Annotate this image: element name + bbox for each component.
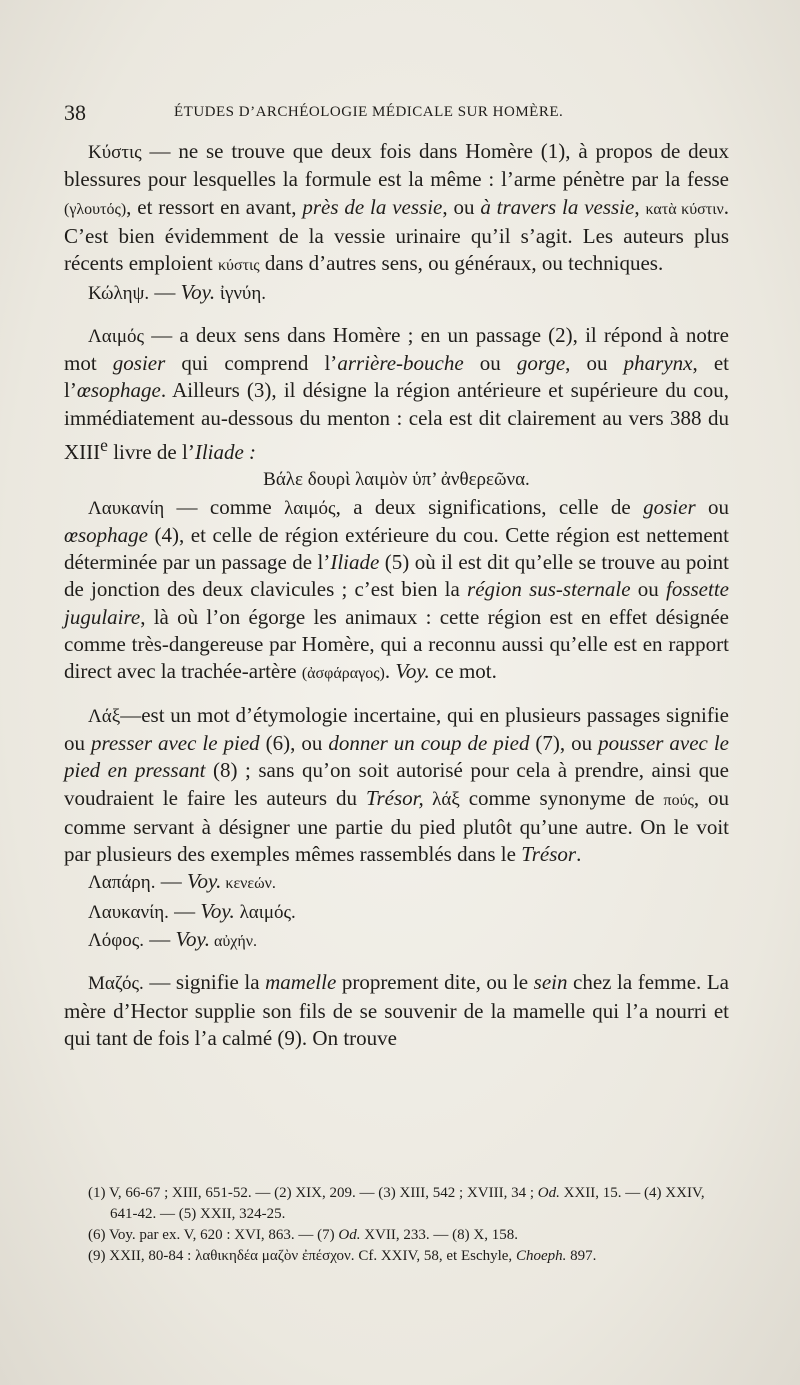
entry-laimos	[64, 322, 729, 466]
text-run: ou	[695, 494, 730, 519]
entry-headword: Λαπάρη.	[88, 872, 156, 894]
italic-run: pousser avec le pied en pressant	[64, 730, 729, 783]
greek-run: λαιμός.	[234, 901, 296, 923]
text-run: ,	[634, 194, 646, 219]
text-run: qui comprend l’	[165, 351, 338, 376]
greek-run: κατὰ κύστιν	[645, 200, 724, 218]
text-run: —	[144, 927, 176, 952]
entry-headword: Λάξ	[88, 705, 121, 727]
italic-run: Voy.	[186, 869, 222, 894]
footnote-line	[88, 1183, 728, 1225]
text-run: (4), et celle de région extérieure du cou. Cette région est nettement déterminée par un passage de l’	[64, 522, 729, 575]
text-run: comme synonyme de	[459, 785, 664, 810]
footnote-text: XXII, 15. — (4) XXIV, 641-42. — (5) XXII, 324-25.	[110, 1185, 705, 1222]
text-run: —	[155, 869, 187, 894]
italic-run: mamelle	[265, 970, 337, 995]
text-run: (5) où il est dit qu’elle se trouve au point de jonction des deux clavicules ; c’est bien la	[64, 550, 729, 602]
italic-run: Iliade :	[194, 439, 257, 464]
italic-run: gorge	[516, 351, 566, 376]
italic-run: Voy.	[395, 659, 430, 684]
entry-koleps	[64, 279, 729, 307]
greek-run: λαιμός	[284, 497, 336, 519]
italic-run: donner un coup de pied	[328, 730, 530, 755]
running-header	[64, 100, 764, 130]
page-number: 38	[64, 100, 86, 125]
text-run: .	[384, 659, 396, 684]
entry-lax	[64, 702, 729, 869]
italic-run: presser avec le pied	[90, 730, 260, 755]
greek-run: αὐχήν.	[209, 933, 257, 951]
text-run: chez la femme. La mère d’Hector supplie son fils de se souvenir de la mamelle qui l’a nourri et qui tant de fois l’a calmé (9). On trouve	[64, 970, 729, 1050]
italic-run: Iliade	[330, 550, 380, 575]
footnote-italic: Od.	[338, 1227, 361, 1243]
text-run: dans d’autres sens, ou généraux, ou techniques.	[259, 251, 664, 276]
text-run: —	[149, 280, 181, 305]
text-run: — ne se trouve que deux fois dans Homère (1), à propos de deux blessures pour lesquelles la formule est la même : l’arme pénètre par la fesse	[64, 139, 729, 192]
entry-mazos	[64, 969, 729, 1052]
italic-run: arrière-bouche	[337, 351, 464, 376]
text-run: — signifie la	[143, 970, 266, 995]
entry-headword: Κύστις	[88, 142, 142, 163]
footnote-italic: Choeph.	[515, 1248, 567, 1264]
footnote-text: (6) Voy. par ex. V, 620 : XVI, 863. — (7)	[88, 1227, 339, 1243]
text-run: —est un mot d’étymologie incertaine, qui en plusieurs passages signifie ou	[64, 702, 729, 755]
greek-run: (ἀσφάραγος)	[301, 665, 385, 683]
text-run: ou	[463, 351, 517, 376]
entry-headword: Κώληψ.	[88, 283, 150, 305]
italic-run: œsophage	[64, 522, 148, 547]
footnote-line	[88, 1225, 728, 1246]
footnotes	[88, 1183, 728, 1267]
italic-run: à travers la vessie	[480, 194, 635, 219]
footnote-text: (1) V, 66-67 ; XIII, 651-52. — (2) XIX, 209. — (3) XIII, 542 ; XVIII, 34 ;	[88, 1185, 538, 1201]
text-run: livre de l’	[107, 439, 195, 464]
entry-lapare	[64, 868, 729, 897]
footnote-text: XVII, 233. — (8) X, 158.	[360, 1227, 518, 1243]
italic-run: près de la vessie	[302, 194, 443, 219]
footnote-line	[88, 1246, 728, 1267]
text-run: proprement dite, ou le	[336, 970, 534, 995]
text-run: , et ressort en avant,	[126, 194, 303, 219]
text-run: (6), ou	[259, 730, 329, 755]
text-run: —	[168, 898, 201, 923]
text-run: (8) ; sans qu’on soit autorisé pour cela à prendre, ainsi que voudraient le faire les auteurs du	[64, 758, 729, 810]
entry-kystis	[64, 138, 729, 279]
text-run: (7), ou	[529, 730, 599, 755]
greek-run: (γλουτός)	[64, 200, 127, 218]
entry-headword: Λαιμός	[88, 325, 145, 347]
italic-run: Trésor,	[365, 785, 424, 810]
italic-run: sein	[533, 970, 568, 995]
italic-run: Voy.	[200, 898, 235, 923]
entry-laukanie	[64, 494, 729, 688]
entry-headword: Λαυκανίη.	[88, 901, 169, 923]
main-text	[64, 138, 729, 1052]
footnote-text: Cf. XXIV, 58, et Eschyle,	[354, 1248, 516, 1264]
italic-run: région sus-sternale	[467, 577, 631, 602]
footnote-text: (9) XXII, 80-84 :	[88, 1248, 196, 1264]
text-run: — a deux sens dans Homère ; en un passage (2), il répond à notre mot	[64, 322, 729, 376]
entry-lophos	[64, 926, 729, 955]
footnote-italic: Od.	[537, 1185, 560, 1201]
entry-headword: Λαυκανίη	[88, 497, 165, 519]
italic-run: Voy.	[180, 280, 216, 305]
text-run: , a deux significations, celle de	[335, 494, 644, 519]
italic-run: Voy.	[175, 927, 210, 952]
entry-laukanie-xref	[64, 898, 729, 926]
footnote-text: 897.	[566, 1248, 597, 1264]
italic-run: gosier	[112, 351, 166, 376]
entry-headword: Λόφος.	[88, 930, 145, 952]
italic-run: pharynx	[623, 351, 693, 376]
greek-run: κενεών.	[221, 875, 276, 893]
text-run: , et l’	[64, 351, 729, 403]
text-run: . C’est bien évidemment de la vessie urinaire qu’il s’agit. Les auteurs plus récents emploient	[64, 194, 729, 276]
text-run: , ou	[565, 351, 624, 376]
greek-run: ἰγνύη.	[215, 283, 267, 305]
text-run: .	[576, 842, 582, 867]
italic-run: gosier	[643, 494, 696, 519]
text-run: , ou	[442, 194, 481, 219]
italic-run: œsophage	[76, 378, 161, 403]
greek-run: πούς	[663, 791, 694, 809]
italic-run: fossette jugulaire	[64, 577, 729, 629]
running-title: ÉTUDES D’ARCHÉOLOGIE MÉDICALE SUR HOMÈRE.	[174, 104, 564, 120]
text-run: . Ailleurs (3), il désigne la région antérieure et supérieure du cou, immédiatement au-dessous du menton : cela est dit clairement au vers 388 du XIII	[64, 378, 729, 464]
italic-run: Trésor	[521, 842, 577, 867]
greek-run: κύστις	[217, 257, 260, 275]
entry-headword: Μαζός.	[88, 973, 144, 995]
text-run: ou	[630, 577, 666, 602]
greek-run: λάξ	[423, 788, 460, 810]
text-run: , là où l’on égorge les animaux : cette région est en effet désignée comme très-dangereuse par Homère, qui a reconnu aussi qu’elle est en rapport direct avec la trachée-artère	[64, 604, 729, 684]
text-run: — comme	[164, 494, 285, 519]
text-run: , ou comme servant à désigner une partie du pied plutôt qu’une autre. On le voit par plusieurs des exemples mêmes rassemblés dans le	[64, 785, 730, 867]
greek-quotation: Βάλε δουρὶ λαιμὸν ὑπ’ ἀνθερεῶνα.	[263, 469, 530, 491]
footnote-greek: λαθικηδέα μαζὸν ἐπέσχον.	[195, 1248, 355, 1264]
text-run: ce mot.	[429, 659, 497, 684]
superscript: e	[100, 434, 108, 455]
